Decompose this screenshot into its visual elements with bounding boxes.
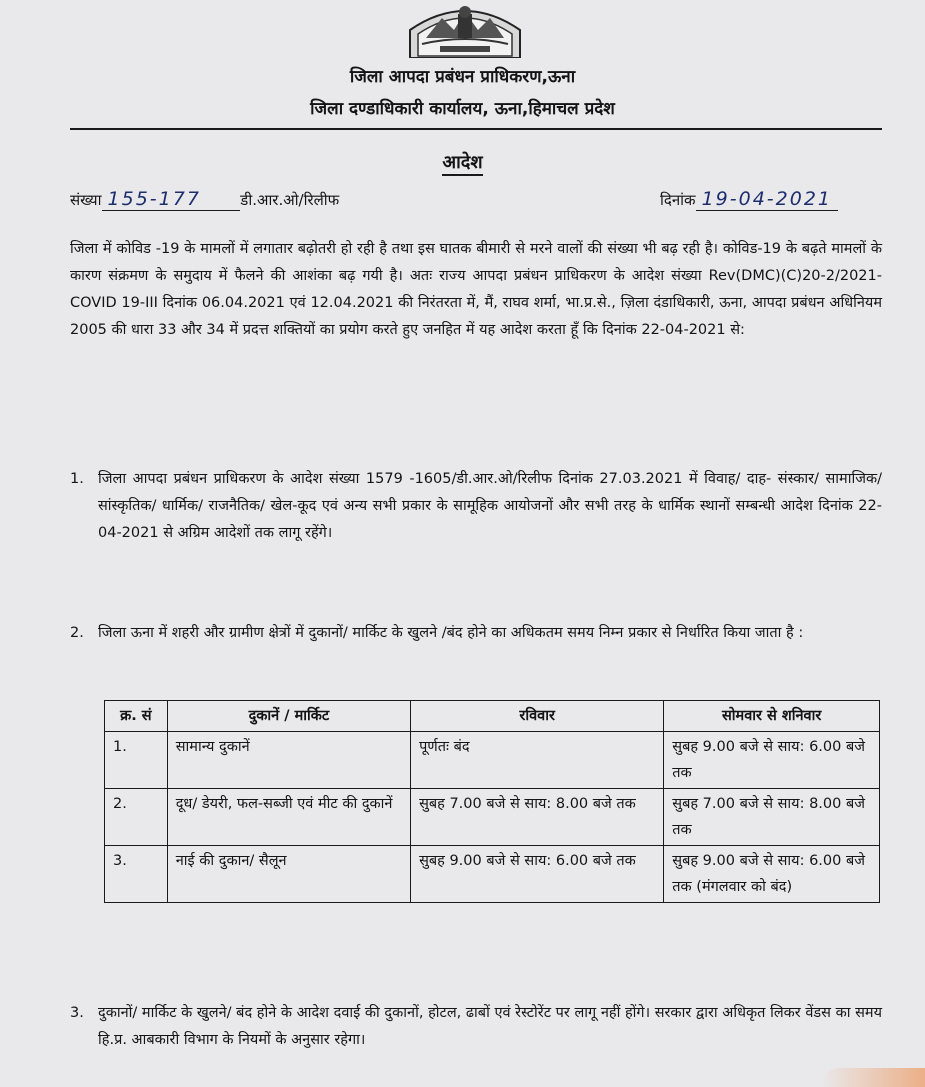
dept-label: डी.आर.ओ/रिलीफ [240,191,340,209]
cell-mon-sat: सुबह 7.00 बजे से साय: 8.00 बजे तक [664,789,880,846]
item-number: 1. [70,471,84,487]
table-row [105,732,880,789]
item-number: 2. [70,625,84,641]
cell-sunday: सुबह 7.00 बजे से साय: 8.00 बजे तक [411,789,664,846]
list-item [70,620,882,647]
list-item [70,1000,882,1054]
cell-shops: दूध/ डेयरी, फल-सब्जी एवं मीट की दुकानें [167,789,410,846]
cell-serial: 2. [105,789,168,846]
table-row [105,846,880,903]
col-header-sunday: रविवार [411,701,664,732]
cell-serial: 1. [105,732,168,789]
list-item [70,466,882,547]
col-header-serial: क्र. सं [105,701,168,732]
col-header-mon-sat: सोमवार से शनिवार [664,701,880,732]
reference-number [70,188,339,211]
cell-serial: 3. [105,846,168,903]
header-divider [70,128,882,130]
cell-sunday: पूर्णतः बंद [411,732,664,789]
header-office: जिला दण्डाधिकारी कार्यालय, ऊना,हिमाचल प्रदेश [310,99,615,119]
number-label: संख्या [70,191,102,209]
col-header-shops: दुकानें / मार्किट [167,701,410,732]
shop-timings-table [104,700,880,903]
order-title: आदेश [442,152,482,176]
cell-shops: सामान्य दुकानें [167,732,410,789]
page-title [0,150,925,174]
cell-mon-sat: सुबह 9.00 बजे से साय: 6.00 बजे तक [664,732,880,789]
cell-shops: नाई की दुकान/ सैलून [167,846,410,903]
cell-sunday: सुबह 9.00 बजे से साय: 6.00 बजे तक [411,846,664,903]
paper-stain [820,1068,925,1087]
intro-paragraph: जिला में कोविड -19 के मामलों में लगातार बढ़ोतरी हो रही है तथा इस घातक बीमारी से मरने वालों की संख्या भी बढ़ रही है। कोविड-19 के बढ़ते मामलों के कारण संक्रमण के समुदाय में फैलने की आशंका बढ़ गयी है। अतः राज्य आपदा प्रबंधन प्राधिकरण के आदेश संख्या Rev(DMC)(C)20-2/2021-COVID 19-III दिनांक 06.04.2021 एवं 12.04.2021 की निरंतरता में, मैं, राघव शर्मा, भा.प्र.से., ज़िला दंडाधिकारी, ऊना, आपदा प्रबंधन अधिनियम 2005 की धारा 33 और 34 में प्रदत्त शक्तियों का प्रयोग करते हुए जनहित में यह आदेश करता हूँ कि दिनांक 22-04-2021 से: [70,241,882,338]
reference-date [660,188,838,211]
number-value: 155-177 [107,188,201,210]
item-number: 3. [70,1005,84,1021]
date-label: दिनांक [660,191,696,209]
cell-mon-sat: सुबह 9.00 बजे से साय: 6.00 बजे तक (मंगलवार को बंद) [664,846,880,903]
item-text: जिला ऊना में शहरी और ग्रामीण क्षेत्रों में दुकानों/ मार्किट के खुलने /बंद होने का अधिकतम समय निम्न प्रकार से निर्धारित किया जाता है : [98,625,804,641]
state-emblem-icon [404,0,526,58]
table-row [105,789,880,846]
item-text: जिला आपदा प्रबंधन प्राधिकरण के आदेश संख्या 1579 -1605/डी.आर.ओ/रिलीफ दिनांक 27.03.2021 में विवाह/ दाह- संस्कार/ सामाजिक/ सांस्कृतिक/ धार्मिक/ राजनैतिक/ खेल-कूद एवं अन्य सभी प्रकार के सामूहिक आयोजनों और सभी तरह के धार्मिक स्थानों सम्बन्धी आदेश दिनांक 22-04-2021 से अग्रिम आदेशों तक लागू रहेंगे। [98,471,882,541]
date-value: 19-04-2021 [701,188,833,210]
header-authority: जिला आपदा प्रबंधन प्राधिकरण,ऊना [349,67,576,87]
table-header-row [105,701,880,732]
item-text: दुकानों/ मार्किट के खुलने/ बंद होने के आदेश दवाई की दुकानों, होटल, ढाबों एवं रेस्टोरेंट पर लागू नहीं होंगे। सरकार द्वारा अधिकृत लिकर वेंडस का समय हि.प्र. आबकारी विभाग के नियमों के अनुसार रहेगा। [98,1005,882,1048]
